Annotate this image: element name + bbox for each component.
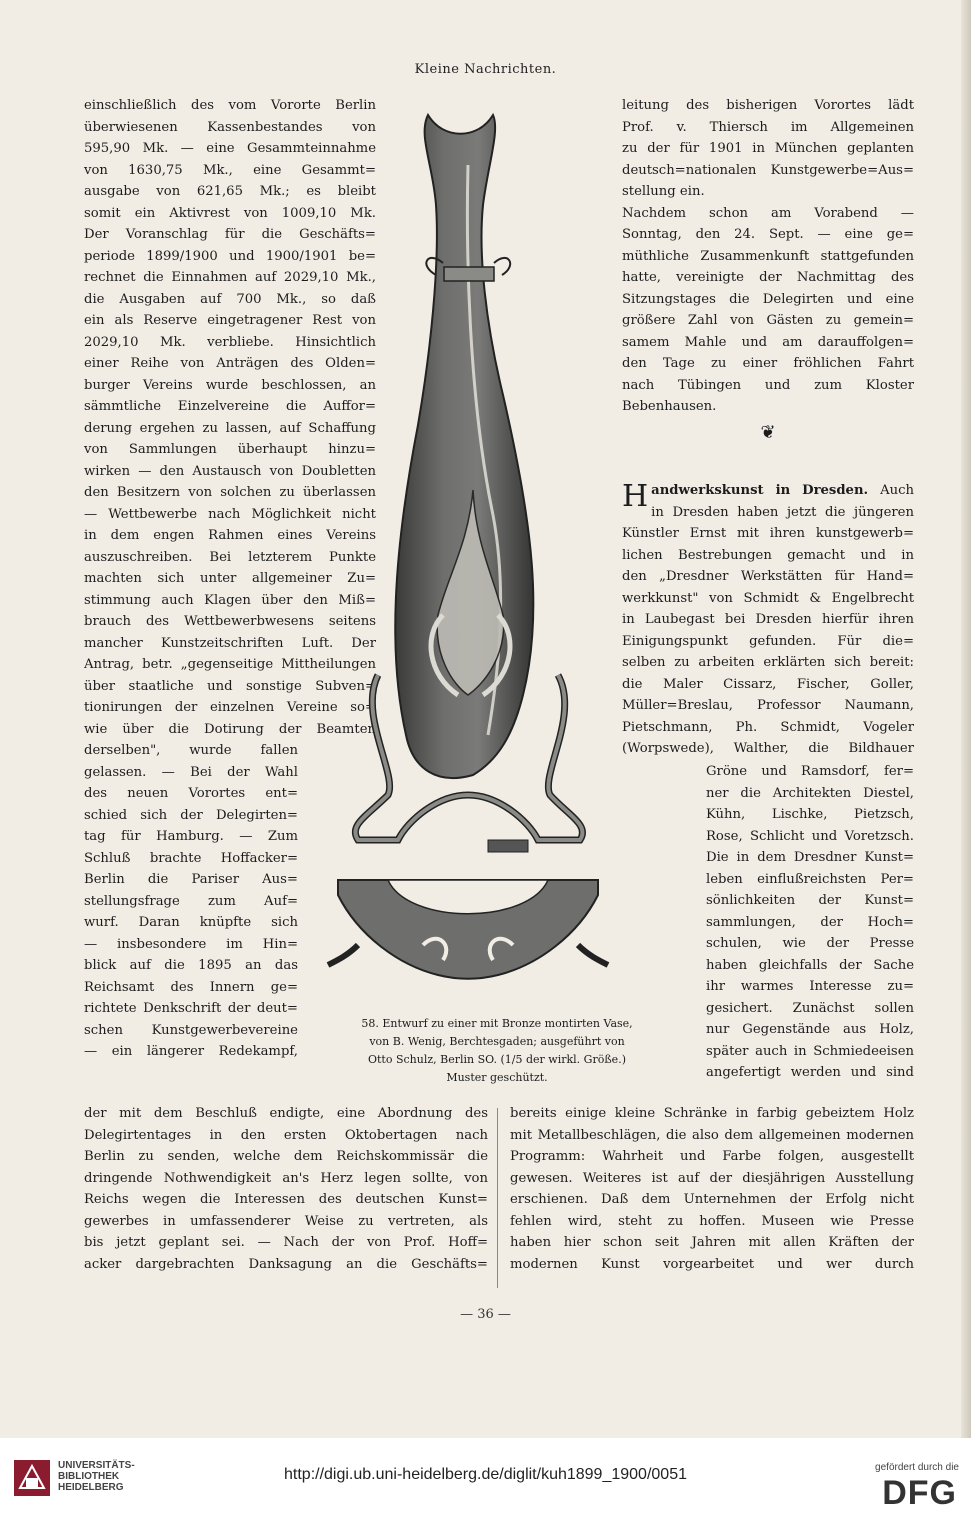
text-line: Sitzungstages die Delegirten und eine <box>622 291 914 307</box>
section-heading <box>651 480 914 502</box>
text-line: lichen Bestrebungen gemacht und in <box>622 547 914 563</box>
text-line: leitung des bisherigen Vorortes lädt <box>622 98 914 113</box>
text-line: blick auf die 1895 an das <box>84 958 298 973</box>
left-narrow-column <box>84 740 298 1063</box>
institution-line: UNIVERSITÄTS- <box>58 1460 135 1471</box>
text-line: leben einflußreichsten Per= <box>706 871 914 887</box>
text-line: den „Dresdner Werkstätten für Hand= <box>622 569 914 584</box>
text-line: 2029,10 Mk. verbliebe. Hinsichtlich <box>84 334 376 350</box>
text-line: überwiesenen Kassenbestandes von <box>84 119 376 135</box>
text-line: später auch in Schmiedeeisen <box>706 1043 914 1059</box>
text-line: — ein längerer Redekampf, <box>84 1044 298 1059</box>
text-line: von Sammlungen überhaupt hinzu= <box>84 442 376 457</box>
text-line: Künstler Ernst mit ihren kunstgewerb= <box>622 526 914 541</box>
dfg-logo: DFG <box>882 1474 957 1512</box>
text-line: Einigungspunkt gefunden. Für die= <box>622 633 914 649</box>
text-line: Pietschmann, Ph. Schmidt, Vogeler <box>622 719 914 735</box>
bottom-left-column <box>84 1103 488 1275</box>
section-heading-text: andwerkskunst in Dresden. <box>651 483 881 498</box>
text-line: periode 1899/1900 und 1900/1901 be= <box>84 248 376 264</box>
text-line: ihr warmes Interesse zu= <box>706 979 914 994</box>
section-handwerkskunst <box>622 480 914 760</box>
text-line: des neuen Vorortes ent= <box>84 786 298 801</box>
caption-line: von B. Wenig, Berchtesgaden; ausgeführt von <box>369 1035 625 1048</box>
text-line: haben hier schon seit Jahren mit allen Kräften der <box>510 1235 914 1250</box>
right-narrow-column <box>706 761 914 1084</box>
text-line: Sonntag, den 24. Sept. — eine ge= <box>622 227 914 242</box>
text-line: gewesen. Weiteres ist auf der diesjährigen Ausstellung <box>510 1170 914 1186</box>
text-line: Bebenhausen. <box>622 399 717 414</box>
text-line: werkkunst" von Schmidt & Engelbrecht <box>622 590 914 606</box>
text-line: wurf. Daran knüpfte sich <box>84 915 298 930</box>
text-line: schulen, wie der Presse <box>706 936 914 951</box>
text-line: schied sich der Delegirten= <box>84 807 298 823</box>
text-line: Berlin zu senden, welche dem Reichskommissär die <box>84 1149 488 1164</box>
caption-line: Muster geschützt. <box>446 1071 548 1084</box>
text-line: Reichs wegen die Interessen des deutschen Kunst= <box>84 1192 488 1207</box>
text-line: samem Mahle und am darauffolgen= <box>622 334 914 350</box>
ornament <box>622 422 914 444</box>
institution-line: HEIDELBERG <box>58 1482 124 1493</box>
text-line: in Dresden haben jetzt die jüngeren <box>651 504 914 520</box>
text-line: tionirungen der einzelnen Vereine so= <box>84 700 376 715</box>
text-line: derung ergehen zu lassen, auf Schaffung <box>84 420 376 436</box>
text-line: Der Voranschlag für die Geschäfts= <box>84 227 376 242</box>
text-line: tag für Hamburg. — Zum <box>84 829 298 844</box>
text-line: derselben", wurde fallen <box>84 743 298 758</box>
text-line: Antrag, betr. „gegenseitige Mittheilungen <box>84 657 376 672</box>
text-line: die Maler Cissarz, Fischer, Goller, <box>622 676 914 692</box>
text-line: gewerbes in umfassenderer Weise zu vertreten, als <box>84 1213 488 1229</box>
text-line: Auch <box>880 483 914 498</box>
text-line: selben zu arbeiten erklärten sich bereit: <box>622 655 914 670</box>
text-line: acker dargebrachten Danksagung an die Geschäfts= <box>84 1256 488 1272</box>
text-line: in dem engen Rahmen eines Vereins <box>84 528 376 543</box>
text-line: Schluß brachte Hoffacker= <box>84 850 298 866</box>
right-column <box>622 95 914 418</box>
neck-band <box>444 267 494 281</box>
text-line: — Wettbewerbe nach Möglichkeit nicht <box>84 506 376 522</box>
text-line: modernen Kunst vorgearbeitet und wer durch <box>510 1256 914 1272</box>
text-line: ein als Reserve eingetragener Rest von <box>84 313 376 328</box>
text-line: einschließlich des vom Vororte Berlin <box>84 98 376 113</box>
ornament-glyph: ❦ <box>760 422 776 443</box>
bottom-right-column <box>510 1103 914 1275</box>
drop-cap: H <box>622 479 649 514</box>
text-line: müthliche Zusammenkunft stattgefunden <box>622 248 914 264</box>
text-line: stimmung auch Klagen über den Miß= <box>84 592 376 608</box>
text-line: in Laubegast bei Dresden hierfür ihren <box>622 612 914 627</box>
text-line: deutsch=nationalen Kunstgewerbe=Aus= <box>622 162 914 178</box>
text-line: richtete Denkschrift der deut= <box>84 1001 298 1016</box>
text-line: sönlichkeiten der Kunst= <box>706 893 914 908</box>
page-edge <box>961 0 971 1438</box>
text-line: fehlen wird, steht zu hoffen. Museen wie Presse <box>510 1213 914 1229</box>
column-rule <box>497 1108 498 1288</box>
text-line: — insbesondere im Hin= <box>84 936 298 952</box>
figure-caption <box>322 1015 672 1087</box>
text-line: einer Reihe von Anträgen des Olden= <box>84 356 376 371</box>
text-line: (Worpswede), Walther, die Bildhauer <box>622 741 914 756</box>
text-line: Kühn, Lischke, Pietzsch, <box>706 807 914 822</box>
source-url-link[interactable]: http://digi.ub.uni-heidelberg.de/diglit/kuh1899_1900/0051 <box>284 1466 687 1483</box>
text-line: wie über die Dotirung der Beamten <box>84 721 376 737</box>
text-line: wirken — den Austausch von Doubletten <box>84 463 376 479</box>
text-line: bis jetzt geplant sei. — Nach der von Prof. Hoff= <box>84 1235 488 1250</box>
text-line: ner die Architekten Diestel, <box>706 785 914 801</box>
text-line: gesichert. Zunächst sollen <box>706 1000 914 1016</box>
text-line: bereits einige kleine Schränke in farbig gebeiztem Holz <box>510 1106 914 1121</box>
institution-line: BIBLIOTHEK <box>58 1471 120 1482</box>
caption-line: Otto Schulz, Berlin SO. (1/5 der wirkl. Größe.) <box>367 1053 626 1066</box>
page-number: — 36 — <box>460 1307 511 1322</box>
text-line: mancher Kunstzeitschriften Luft. Der <box>84 635 376 651</box>
text-line: somit ein Aktivrest von 1009,10 Mk. <box>84 205 376 221</box>
text-line: Prof. v. Thiersch im Allgemeinen <box>622 119 914 135</box>
text-line: Reichsamt des Innern ge= <box>84 979 298 995</box>
text-line: angefertigt werden und sind <box>706 1065 914 1080</box>
text-line: stellung ein. <box>622 184 705 199</box>
text-line: Berlin die Pariser Aus= <box>84 872 298 887</box>
text-line: auszuschreiben. Bei letzterem Punkte <box>84 549 376 565</box>
text-line: Delegirtentages in den ersten Oktobertagen nach <box>84 1127 488 1143</box>
text-line: schen Kunstgewerbevereine <box>84 1022 298 1038</box>
text-line: haben gleichfalls der Sache <box>706 957 914 973</box>
text-line: Gröne und Ramsdorf, fer= <box>706 764 914 779</box>
text-line: machten sich unter allgemeiner Zu= <box>84 571 376 586</box>
text-line: über staatliche und sonstige Subven= <box>84 678 376 694</box>
text-line: 595,90 Mk. — eine Gesammteinnahme <box>84 141 376 156</box>
vase-illustration <box>318 95 618 1015</box>
text-line: nur Gegenstände aus Holz, <box>706 1022 914 1037</box>
running-head: Kleine Nachrichten. <box>414 62 557 77</box>
text-line: der mit dem Beschluß endigte, eine Abordnung des <box>84 1106 488 1121</box>
text-line: erschienen. Daß dem Unternehmen der Erfolg nicht <box>510 1192 914 1207</box>
text-line: ausgabe von 621,65 Mk.; es bleibt <box>84 184 376 199</box>
text-line: den Besitzern von solchen zu überlassen <box>84 485 376 500</box>
text-line: gelassen. — Bei der Wahl <box>84 764 298 780</box>
funding-note: gefördert durch die <box>875 1462 959 1473</box>
text-line: größere Zahl von Gästen zu gemein= <box>622 313 914 328</box>
text-line: zu der für 1901 in München geplanten <box>622 141 914 156</box>
text-line: rechnet die Einnahmen auf 2029,10 Mk., <box>84 270 376 285</box>
text-line: burger Vereins wurde beschlossen, an <box>84 377 376 393</box>
text-line: Müller=Breslau, Professor Naumann, <box>622 698 914 713</box>
text-line: dringende Nothwendigkeit an's Herz legen sollte, von <box>84 1170 488 1186</box>
text-line: von 1630,75 Mk., eine Gesammt= <box>84 162 376 178</box>
text-line: Nachdem schon am Vorabend — <box>622 205 914 221</box>
text-line: die Ausgaben auf 700 Mk., so daß <box>84 291 376 307</box>
text-line: Programm: Wahrheit und Farbe folgen, ausgestellt <box>510 1149 914 1164</box>
text-line: mit Metallbeschlägen, die also dem allgemeinen modernen <box>510 1127 914 1143</box>
text-line: hatte, vereinigte der Nachmittag des <box>622 270 914 285</box>
text-line: Die in dem Dresdner Kunst= <box>706 850 914 865</box>
text-line: den Tage zu einer fröhlichen Fahrt <box>622 356 914 371</box>
text-line: stellungsfrage zum Auf= <box>84 893 298 909</box>
text-line: brauch des Wettbewerbwesens seitens <box>84 614 376 629</box>
caption-line: 58. Entwurf zu einer mit Bronze montirten Vase, <box>361 1017 633 1030</box>
text-line: sammlungen, der Hoch= <box>706 914 914 930</box>
text-line: Rose, Schlicht und Voretzsch. <box>706 828 914 844</box>
text-line: sämmtliche Einzelvereine die Auffor= <box>84 399 376 414</box>
text-line: nach Tübingen und zum Kloster <box>622 377 914 393</box>
